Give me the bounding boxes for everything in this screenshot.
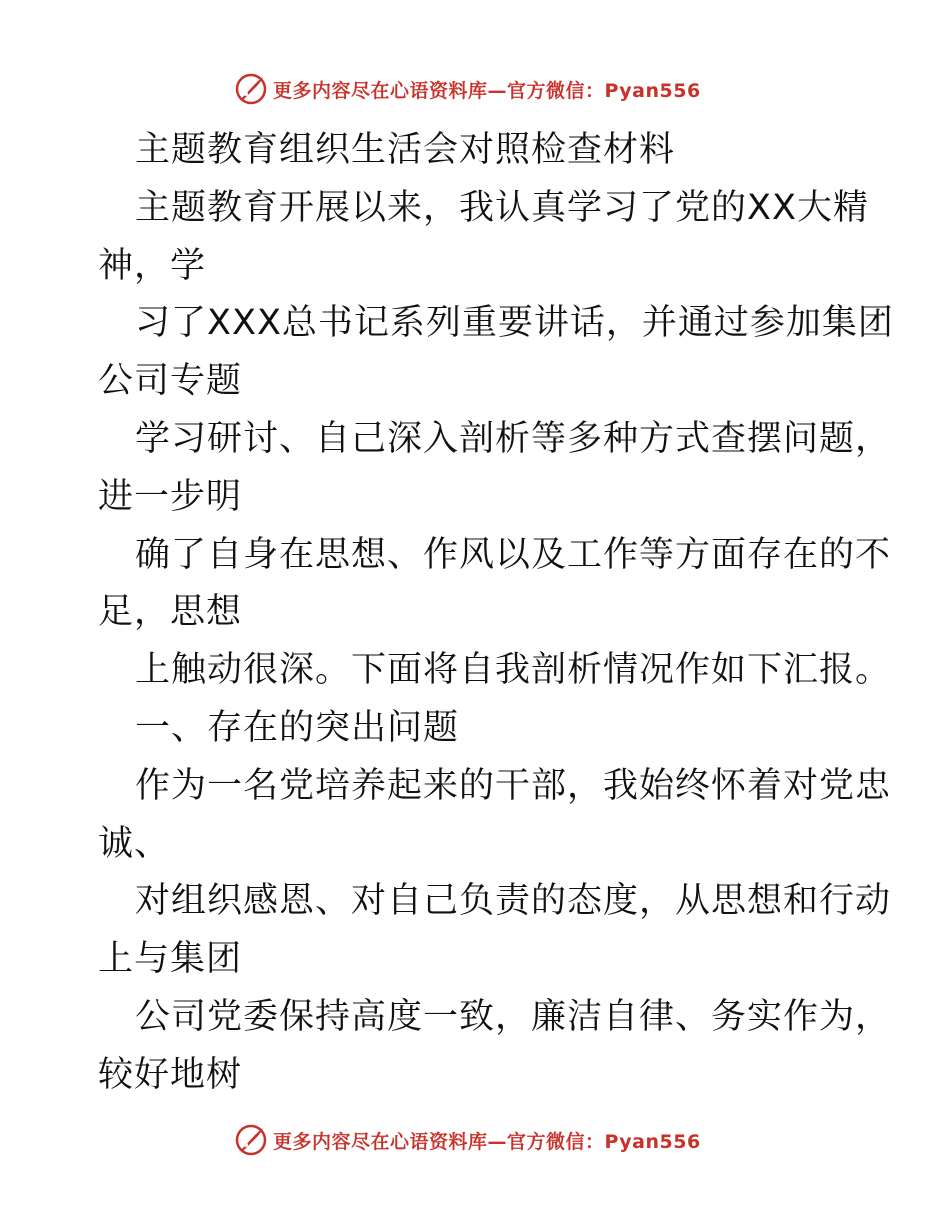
text-line: 作为一名党培养起来的干部，我始终怀着对党忠 <box>135 765 892 806</box>
quill-pen-logo-icon <box>234 1123 268 1157</box>
document-body <box>98 122 894 1105</box>
text-line: 公司专题 <box>98 361 243 402</box>
text-line: 较好地树 <box>98 1054 243 1095</box>
text-line: 上触动很深。下面将自我剖析情况作如下汇报。 <box>135 650 892 691</box>
footer-watermark-banner <box>234 1122 701 1158</box>
text-line: 学习研讨、自己深入剖析等多种方式查摆问题， <box>135 418 892 459</box>
text-line: 对组织感恩、对自己负责的态度，从思想和行动 <box>135 881 892 922</box>
quill-pen-logo-icon <box>234 72 268 106</box>
document-title: 主题教育组织生活会对照检查材料 <box>135 130 676 170</box>
text-line: 进一步明 <box>98 476 243 517</box>
watermark-text: 更多内容尽在心语资料库—官方微信：Pyan556 <box>273 79 701 102</box>
header-watermark-banner <box>234 71 701 107</box>
text-line: 主题教育开展以来，我认真学习了党的XX大精 <box>135 187 869 228</box>
watermark-text: 更多内容尽在心语资料库—官方微信：Pyan556 <box>273 1130 701 1153</box>
text-line: 确了自身在思想、作风以及工作等方面存在的不 <box>135 534 892 575</box>
text-line: 上与集团 <box>98 939 243 980</box>
text-line: 公司党委保持高度一致，廉洁自律、务实作为， <box>135 996 892 1037</box>
text-line: 一、存在的突出问题 <box>135 707 460 748</box>
text-line: 习了XXX总书记系列重要讲话，并通过参加集团 <box>135 303 894 344</box>
text-line: 神，学 <box>98 245 207 286</box>
text-line: 诚、 <box>98 823 171 864</box>
text-line: 足，思想 <box>98 592 243 633</box>
